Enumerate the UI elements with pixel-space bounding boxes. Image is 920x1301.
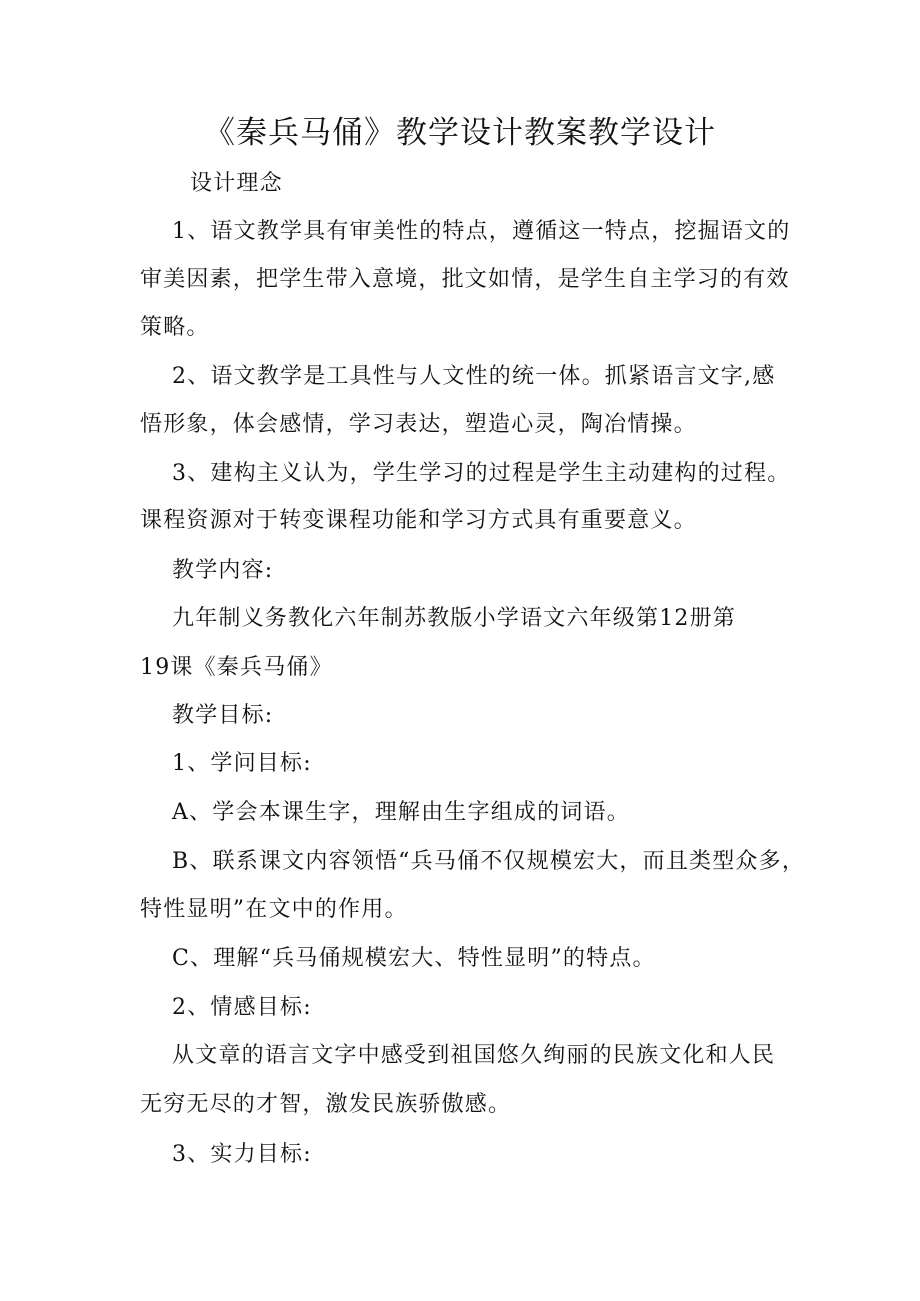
paragraph-line: 无穷无尽的才智，激发民族骄傲感。: [140, 1092, 512, 1117]
list-item: 2、情感目标:: [172, 995, 312, 1020]
list-item: B、联系课文内容领悟“兵马俑不仅规模宏大，而且类型众多，: [172, 849, 806, 874]
list-item: 1、学问目标:: [172, 751, 312, 776]
paragraph-line: 悟形象，体会感情，学习表达，塑造心灵，陶冶情操。: [140, 412, 697, 437]
paragraph-line: 九年制义务教化六年制苏教版小学语文六年级第12册第: [172, 606, 736, 631]
list-item: 3、实力目标:: [172, 1142, 312, 1167]
paragraph-line: 1、语文教学具有审美性的特点，遵循这一特点，挖掘语文的: [172, 219, 791, 244]
list-item: C、理解“兵马俑规模宏大、特性显明”的特点。: [172, 946, 656, 971]
paragraph-line: 19课《秦兵马俑》: [140, 655, 333, 680]
section-heading-teaching-content: 教学内容:: [172, 558, 274, 583]
paragraph-line: 2、语文教学是工具性与人文性的统一体。抓紧语言文字,感: [172, 364, 776, 389]
paragraph-line: 3、建构主义认为，学生学习的过程是学生主动建构的过程。: [172, 461, 791, 486]
paragraph-line: 从文章的语言文字中感受到祖国悠久绚丽的民族文化和人民: [172, 1043, 776, 1068]
paragraph-line: 审美因素，把学生带入意境，批文如情，是学生自主学习的有效: [140, 267, 790, 292]
paragraph-line: 策略。: [140, 315, 210, 340]
paragraph-line: 课程资源对于转变课程功能和学习方式具有重要意义。: [140, 508, 697, 533]
paragraph-line: 特性显明”在文中的作用。: [140, 897, 408, 922]
section-heading-teaching-goals: 教学目标:: [172, 703, 274, 728]
section-heading-design-concept: 设计理念: [190, 171, 283, 196]
document-title: 《秦兵马俑》教学设计教案教学设计: [204, 115, 716, 151]
list-item: A、学会本课生字，理解由生字组成的词语。: [172, 800, 630, 825]
